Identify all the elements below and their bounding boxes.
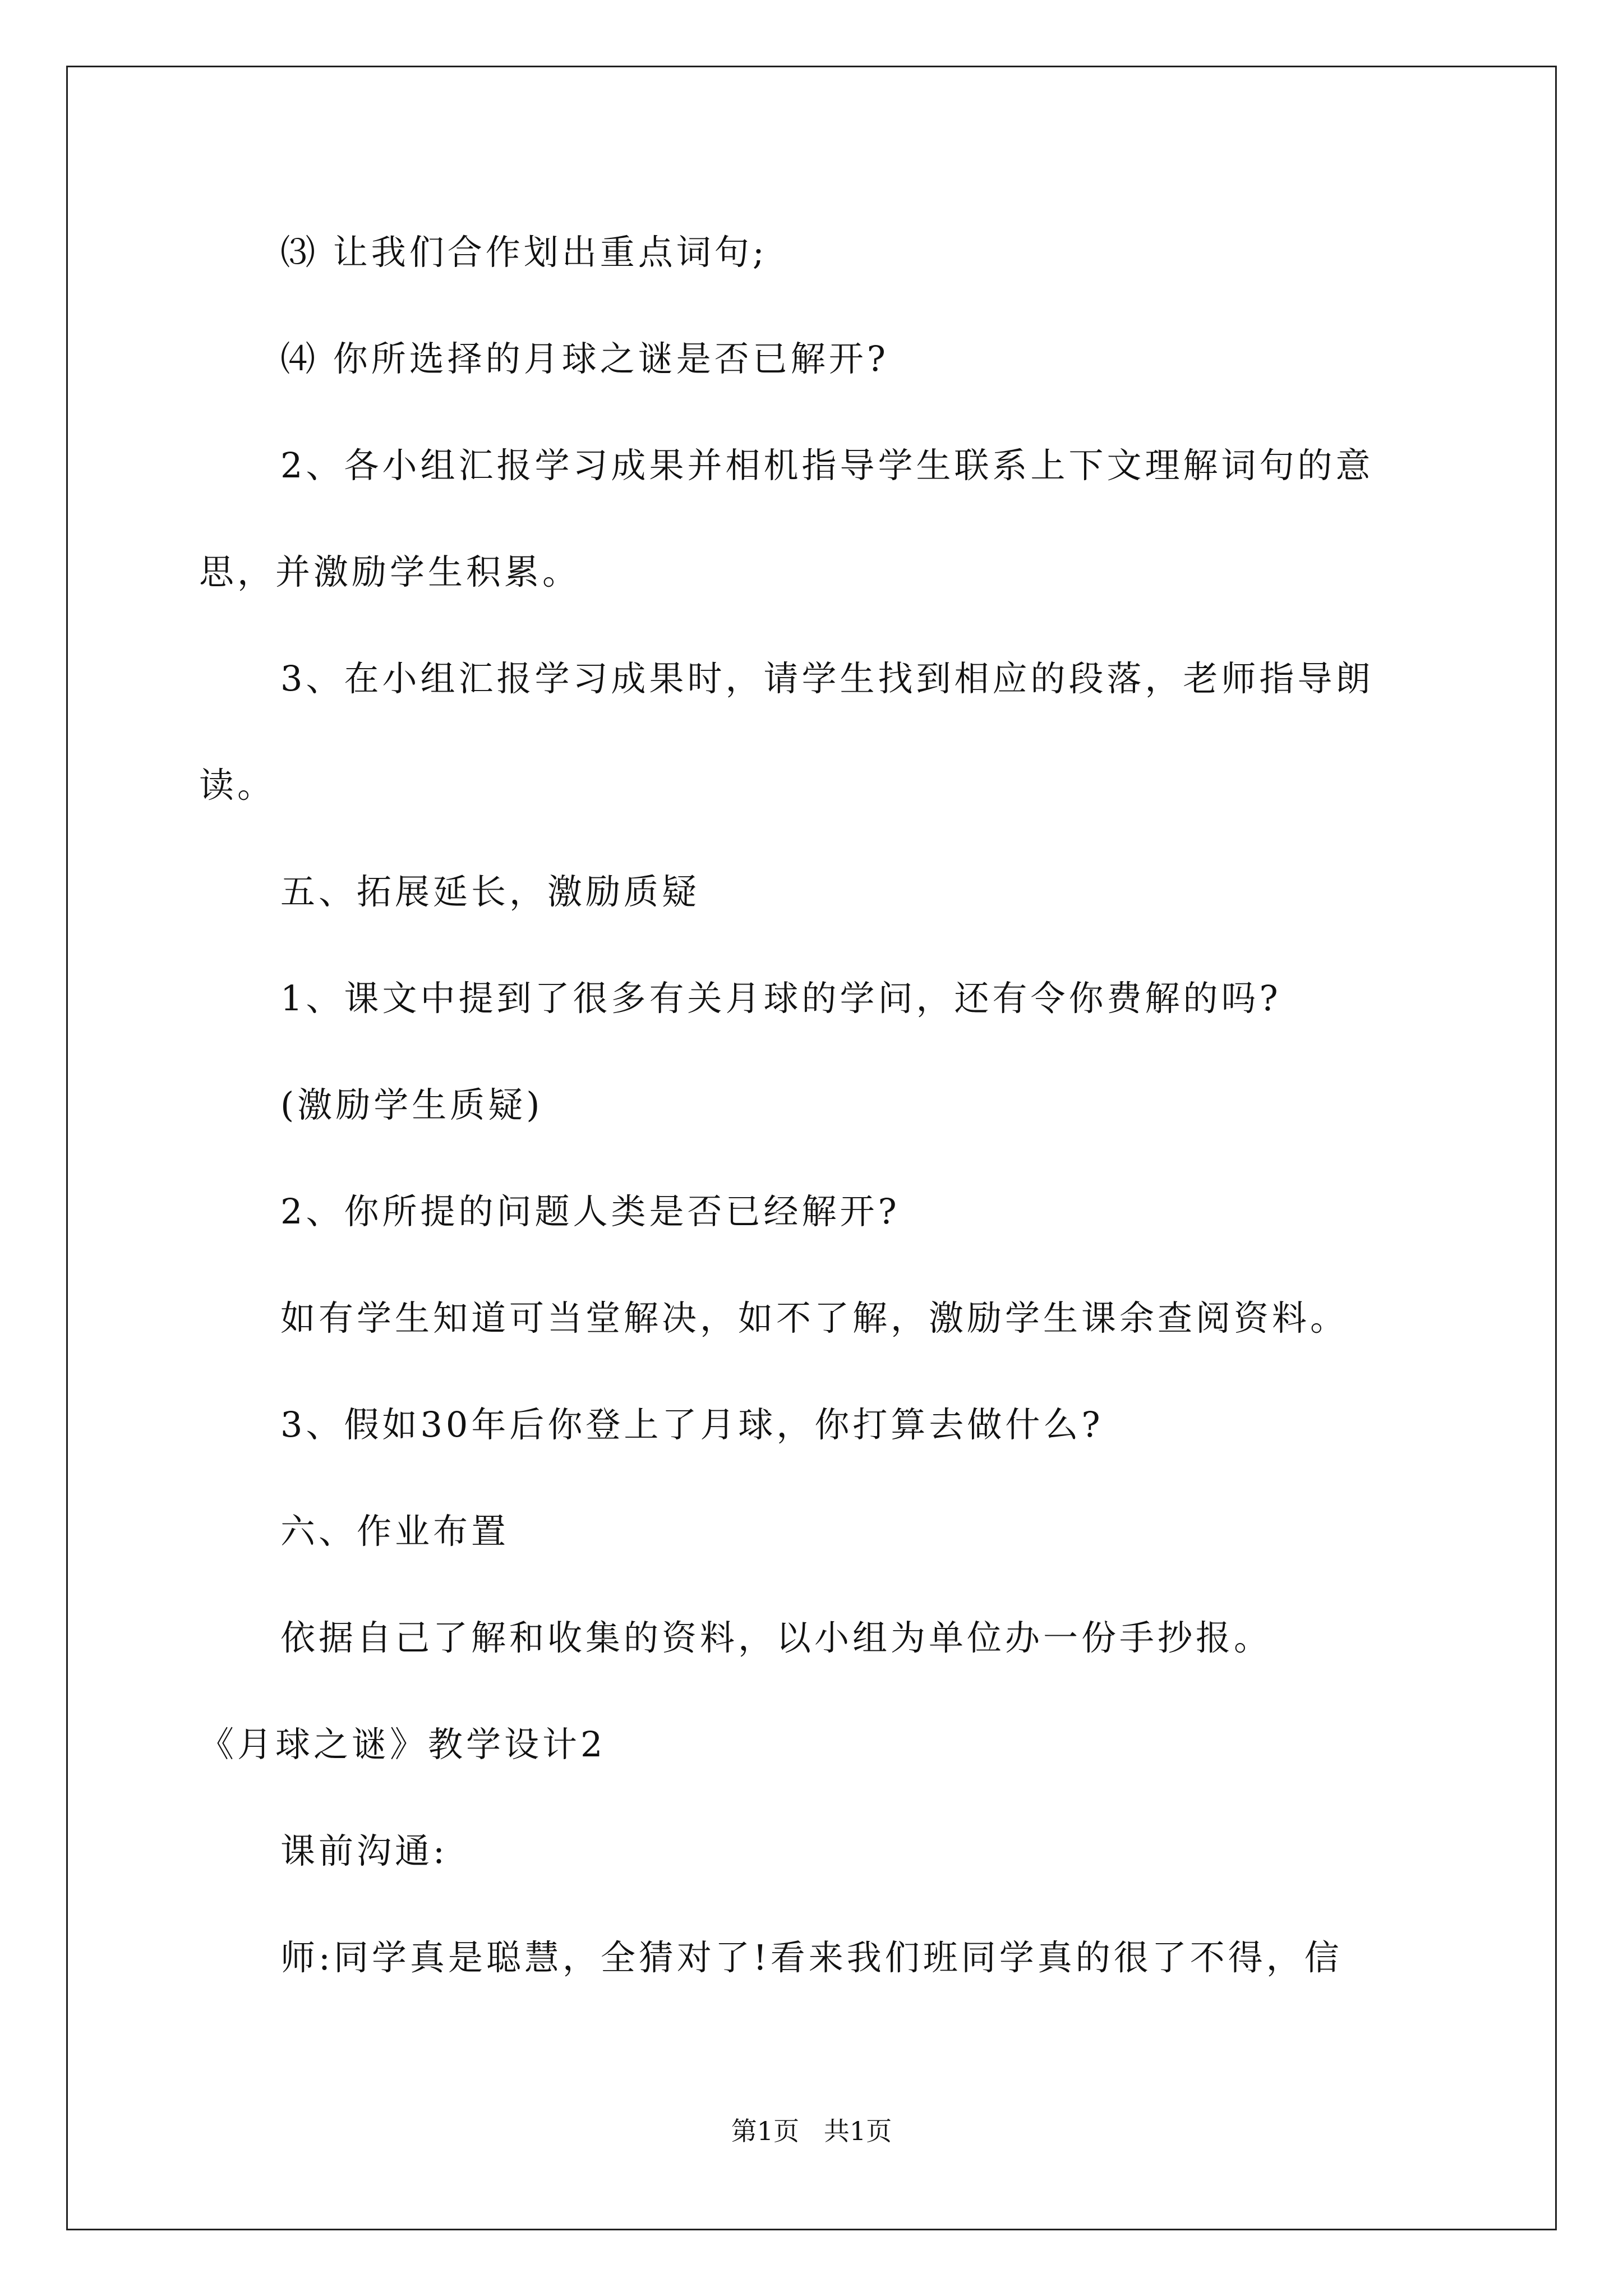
text-line-17: 师:同学真是聪慧，全猜对了!看来我们班同学真的很了不得，信 <box>280 1937 1343 1978</box>
page-border <box>66 66 1557 2230</box>
text-line-11: 如有学生知道可当堂解决，如不了解，激励学生课余查阅资料。 <box>280 1297 1349 1338</box>
text-line-6: 读。 <box>199 765 276 806</box>
section-heading-5: 五、拓展延长，激励质疑 <box>280 871 700 912</box>
text-line-5: 3、在小组汇报学习成果时，请学生找到相应的段落，老师指导朗 <box>280 658 1374 699</box>
page-footer: 第1页 共1页 <box>731 2116 892 2146</box>
text-line-1: ⑶ 让我们合作划出重点词句; <box>280 232 768 273</box>
text-line-8: 1、课文中提到了很多有关月球的学问，还有令你费解的吗? <box>280 978 1281 1019</box>
text-line-10: 2、你所提的问题人类是否已经解开? <box>280 1191 900 1232</box>
text-line-16: 课前沟通: <box>280 1830 448 1871</box>
section-heading-6: 六、作业布置 <box>280 1511 510 1552</box>
text-line-14: 依据自己了解和收集的资料，以小组为单位办一份手抄报。 <box>280 1617 1272 1658</box>
text-line-2: ⑷ 你所选择的月球之谜是否已解开? <box>280 338 889 379</box>
document-title: 《月球之谜》教学设计2 <box>199 1724 606 1765</box>
text-line-4: 思，并激励学生积累。 <box>199 551 581 592</box>
text-line-3: 2、各小组汇报学习成果并相机指导学生联系上下文理解词句的意 <box>280 445 1374 486</box>
text-line-9: (激励学生质疑) <box>280 1084 543 1125</box>
text-line-12: 3、假如30年后你登上了月球，你打算去做什么? <box>280 1404 1104 1445</box>
